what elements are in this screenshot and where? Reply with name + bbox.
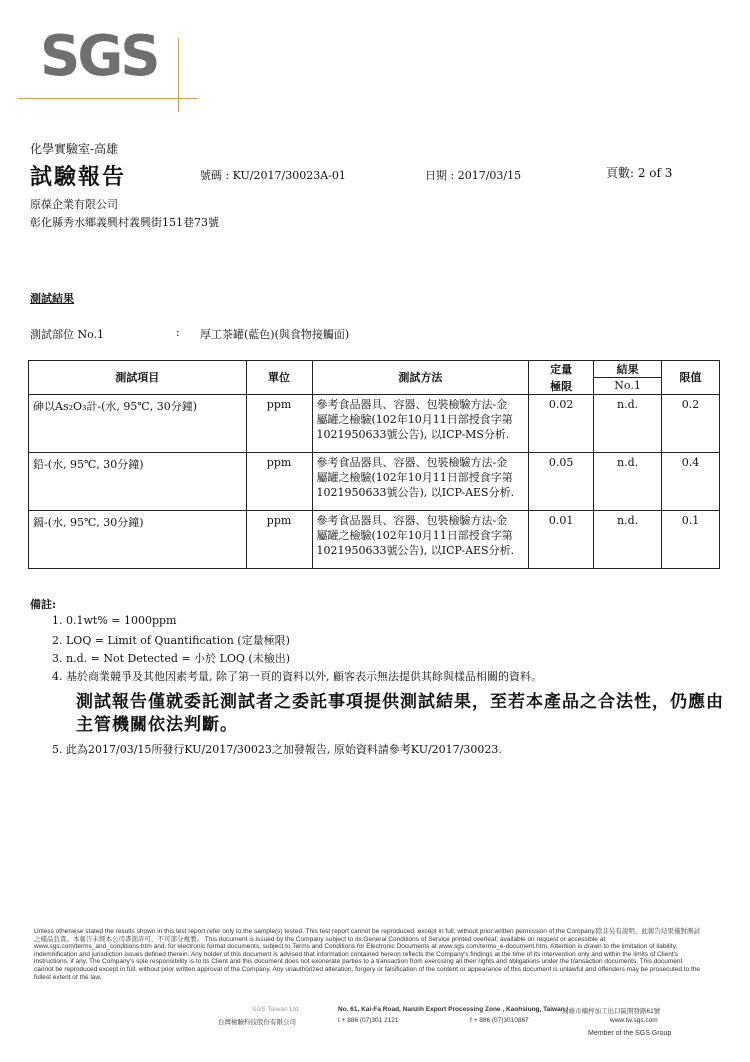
test-part-value: 厚工茶罐(藍色)(與食物接觸面)	[200, 328, 350, 341]
header-item: 測試項目	[29, 361, 247, 395]
footer-address-en: No. 61, Kai-Fa Road, Nanzih Export Processing Zone , Kaohsiung, Taiwan /	[338, 1006, 569, 1013]
header-loq-bottom: 極限	[529, 378, 594, 395]
row-method	[312, 394, 529, 452]
footer-disclaimer: Unless otherwise stated the results shown in this test report refer only to the sample(s) tested. This test report cannot be reproduced, except in full, without prior written permission of the Company.除非另有說明，此報告結果僅對測試之樣品負責。本報告未經本公司書面許可，不可部分複製。 This document is issued by the Company subject to its General Conditions of Service printed overleaf, available on request or accessible at www.sgs.com/terms_and_conditions.htm and, for electronic format documents, subject to Terms and Conditions for Electronic Documents at www.sgs.com/terms_e-document.htm. Attention is drawn to the limitation of liability, indemnification and jurisdiction issues defined therein. Any holder of this document is advised that information contained hereon reflects the Company's findings at the time of its intervention only and within the limits of Client's instructions, if any. The Company's sole responsibility is to its Client and this document does not exonerate parties to a transaction from exercising all their rights and obligations under the transaction documents. This document cannot be reproduced except in full, without prior written approval of the Company. Any unauthorized alteration, forgery or falsification of the content or appearance of this document is unlawful and offenders may be prosecuted to the fullest extent of the law.	[34, 928, 701, 981]
row-result: n.d.	[594, 510, 662, 568]
logo-underline	[18, 98, 198, 99]
row-loq: 0.02	[529, 394, 594, 452]
header-result-no: No.1	[594, 378, 662, 395]
company-name: 原葆企業有限公司	[30, 198, 118, 211]
method-line: 參考食品器具、容器、包裝檢驗方法-金	[316, 513, 508, 527]
row-result: n.d.	[594, 452, 662, 510]
table-header-row	[29, 361, 720, 378]
row-item: 鉛-(水, 95℃, 30分鐘)	[29, 452, 247, 510]
row-item: 鎘-(水, 95℃, 30分鐘)	[29, 510, 247, 568]
header-unit: 單位	[246, 361, 312, 395]
footer-tel: t + 886 (07)301 2121	[338, 1017, 399, 1024]
report-title: 試驗報告	[30, 164, 127, 190]
method-line: 1021950633號公告), 以ICP-MS分析.	[316, 427, 510, 441]
row-result: n.d.	[594, 394, 662, 452]
method-line: 1021950633號公告), 以ICP-AES分析.	[316, 543, 515, 557]
row-unit: ppm	[246, 452, 312, 510]
header-result: 結果	[594, 361, 662, 378]
row-limit: 0.1	[662, 510, 720, 568]
company-address: 彰化縣秀水鄉義興村義興街151巷73號	[30, 216, 219, 229]
method-line: 屬罐之檢驗(102年10月11日部授食字第	[316, 412, 513, 426]
row-limit: 0.4	[662, 452, 720, 510]
footer-member: Member of the SGS Group	[588, 1030, 672, 1037]
section-heading: 測試結果	[30, 292, 74, 305]
method-line: 屬罐之檢驗(102年10月11日部授食字第	[316, 528, 513, 542]
lab-name: 化學實驗室-高雄	[30, 142, 119, 156]
method-line: 參考食品器具、容器、包裝檢驗方法-金	[316, 455, 508, 469]
row-method	[312, 452, 529, 510]
method-line: 1021950633號公告), 以ICP-AES分析.	[316, 485, 515, 499]
sgs-logo-text: SGS	[40, 24, 158, 89]
row-item: 砷以As₂O₃計-(水, 95℃, 30分鐘)	[29, 394, 247, 452]
note-4: 4. 基於商業競爭及其他因素考量, 除了第一頁的資料以外, 顧客表示無法提供其餘與樣品相關的資料。	[52, 670, 542, 683]
row-unit: ppm	[246, 510, 312, 568]
footer-fax: f + 886 (07)3010867	[470, 1017, 529, 1024]
legal-statement-line-2: 主管機關依法判斷。	[76, 715, 238, 735]
note-3: 3. n.d. = Not Detected = 小於 LOQ (未檢出)	[52, 652, 291, 665]
test-part-colon: :	[176, 326, 180, 339]
footer-web: www.tw.sgs.com	[610, 1017, 658, 1024]
table-row	[29, 394, 720, 452]
header-loq-top: 定量	[529, 361, 594, 378]
report-number: 號碼 : KU/2017/30023A-01	[200, 169, 346, 182]
table-row	[29, 510, 720, 568]
notes-heading: 備註:	[30, 598, 57, 611]
row-unit: ppm	[246, 394, 312, 452]
legal-statement-line-1: 測試報告僅就委託測試者之委託事項提供測試結果，至若本產品之合法性，仍應由	[76, 692, 724, 712]
header-limit: 限值	[662, 361, 720, 395]
page-number: 頁數: 2 of 3	[606, 166, 673, 180]
report-date: 日期 : 2017/03/15	[425, 169, 522, 182]
footer-sgs-taiwan: SGS Taiwan Ltd.	[252, 1006, 301, 1013]
method-line: 參考食品器具、容器、包裝檢驗方法-金	[316, 397, 508, 411]
results-table	[28, 360, 720, 569]
note-1: 1. 0.1wt% = 1000ppm	[52, 614, 177, 627]
note-2: 2. LOQ = Limit of Quantification (定量極限)	[52, 634, 290, 647]
footer-sgs-taiwan-cn: 台灣檢驗科技股份有限公司	[218, 1019, 296, 1026]
row-method	[312, 510, 529, 568]
header-method: 測試方法	[312, 361, 529, 395]
logo-vertical-line	[178, 38, 179, 112]
test-part-label: 測試部位 No.1	[30, 328, 105, 341]
sgs-logo	[40, 24, 175, 98]
row-limit: 0.2	[662, 394, 720, 452]
table-row	[29, 452, 720, 510]
row-loq: 0.01	[529, 510, 594, 568]
row-loq: 0.05	[529, 452, 594, 510]
footer-address-cn: 高雄市楠梓加工出口區開發路61號	[562, 1008, 661, 1015]
method-line: 屬罐之檢驗(102年10月11日部授食字第	[316, 470, 513, 484]
note-5: 5. 此為2017/03/15所發行KU/2017/30023之加發報告, 原始資料請參考KU/2017/30023.	[52, 743, 502, 756]
